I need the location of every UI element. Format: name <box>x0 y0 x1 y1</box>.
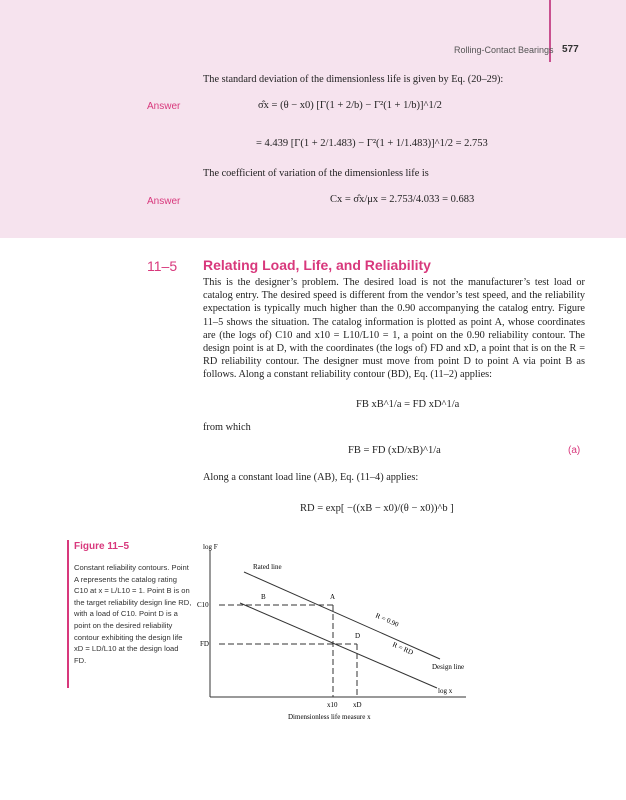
point-d-label: D <box>355 632 361 640</box>
sigma-numeric: = 4.439 [Γ(1 + 2/1.483) − Γ²(1 + 1/1.483)]^1/2 = 2.753 <box>256 138 488 149</box>
answer-label-1: Answer <box>147 101 181 112</box>
section-paragraph-1: This is the designer’s problem. The desired load is not the manufacturer’s test load or catalog entry. The desired speed is different from the vendor’s test speed, and the reliability expectation is typically much higher than the 0.90 accompanying the catalog entry. Figure 11–5 shows the situation. The catalog information is plotted as point A, whose coordinates are (the logs of) C10 and x10 = L10/L10 = 1, a point on the 0.90 reliability contour. The design point is at D, with the coordinates (the logs of) FD and xD, a point that is on the R = RD reliability contour. The designer must move from point D to point A via point B as follows. Along a constant reliability contour (BD), Eq. (11–2) applies: <box>203 277 585 381</box>
x10-tick-label: x10 <box>327 701 338 709</box>
page-number: 577 <box>562 44 579 55</box>
cov-equation: Cx = σ̂x/μx = 2.753/4.033 = 0.683 <box>330 194 475 205</box>
equation-fb: FB = FD (xD/xB)^1/a <box>348 445 441 456</box>
section-number: 11–5 <box>147 258 178 274</box>
rated-line <box>244 572 440 659</box>
cov-intro: The coefficient of variation of the dimensionless life is <box>203 168 429 179</box>
y-axis-label: log F <box>203 543 218 551</box>
point-b-label: B <box>261 593 266 601</box>
sigma-equation: σ̂x = (θ − x0) [Γ(1 + 2/b) − Γ²(1 + 1/b)]^1/2 <box>258 100 442 111</box>
design-line-label: Design line <box>432 663 465 671</box>
equation-rd: RD = exp[ −((xB − x0)/(θ − x0))^b ] <box>300 503 454 514</box>
r90-label: R = 0.90 <box>374 611 400 629</box>
answer-label-2: Answer <box>147 196 181 207</box>
c10-tick-label: C10 <box>197 601 209 609</box>
rd-label: R = RD <box>391 640 415 657</box>
figure-caption: Constant reliability contours. Point A represents the catalog rating C10 at x = L/L10 = 1. Point B is on the target reliability design line RD, with a load of C10. Point D is a point on the desired reliability contour exhibiting the design life xD = LD/L10 at the design load FD. <box>74 563 192 665</box>
point-a-label: A <box>330 593 336 601</box>
equation-label-a: (a) <box>568 445 581 456</box>
x-caption: Dimensionless life measure x <box>288 713 371 721</box>
equation-load-life: FB xB^1/a = FD xD^1/a <box>356 399 460 410</box>
sigma-intro: The standard deviation of the dimensionless life is given by Eq. (20–29): <box>203 74 504 85</box>
rated-line-label: Rated line <box>253 563 282 571</box>
from-which: from which <box>203 422 251 433</box>
figure-title: Figure 11–5 <box>74 541 130 552</box>
section-title: Relating Load, Life, and Reliability <box>203 257 431 273</box>
x-axis-label: log x <box>438 687 453 695</box>
running-head: Rolling-Contact Bearings <box>454 45 554 55</box>
fd-tick-label: FD <box>200 640 209 648</box>
xd-tick-label: xD <box>353 701 362 709</box>
section-paragraph-2: Along a constant load line (AB), Eq. (11–4) applies: <box>203 472 419 483</box>
